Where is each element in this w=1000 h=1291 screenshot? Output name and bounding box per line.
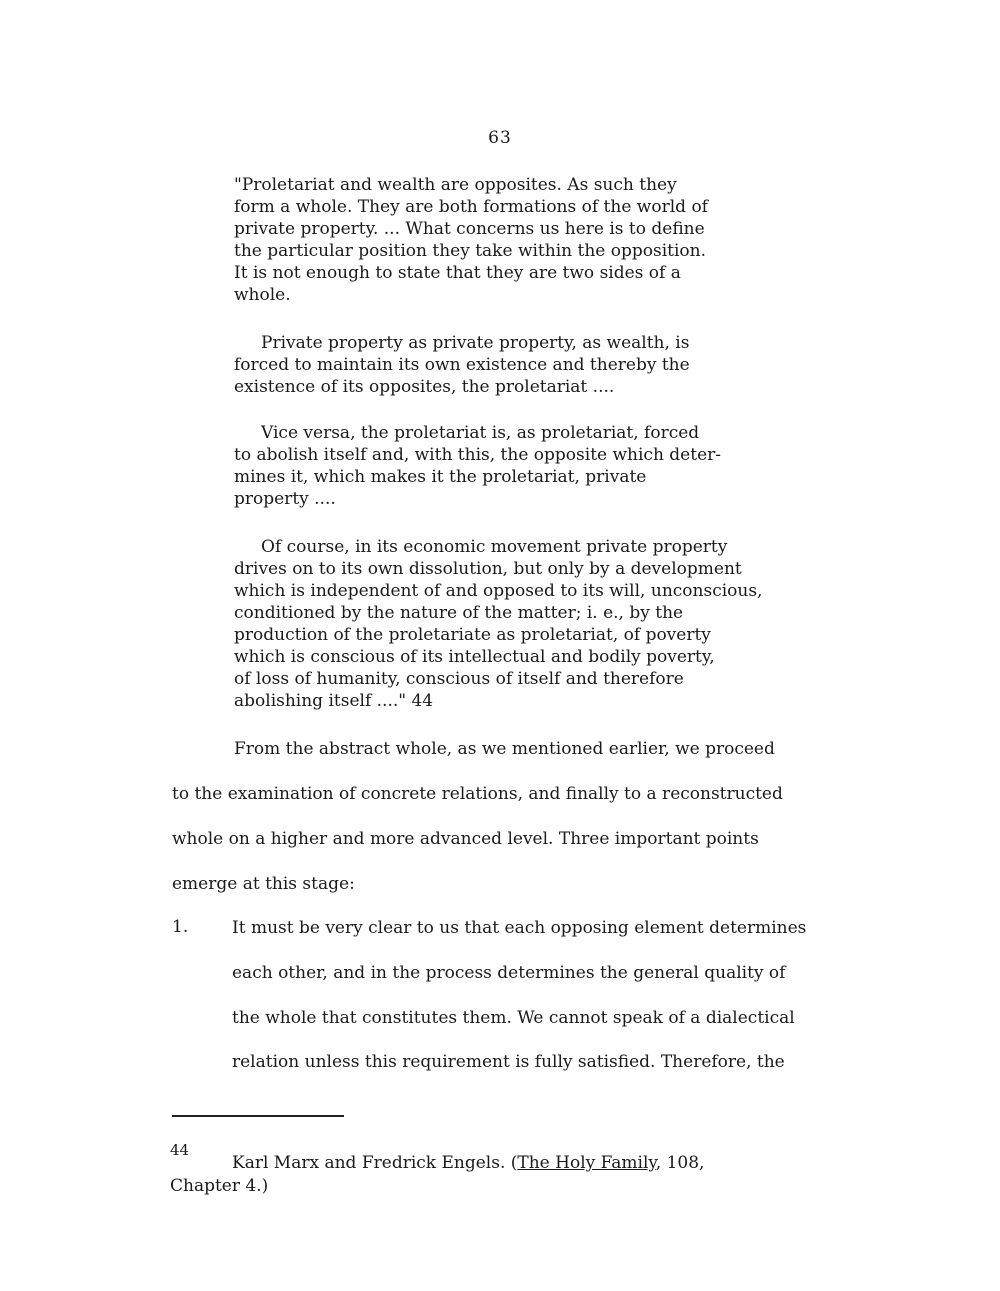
list-number: 1. (172, 917, 189, 937)
quote-line: abolishing itself ...." 44 (234, 691, 434, 711)
quote-line: conditioned by the nature of the matter; i. e., by the (234, 603, 684, 623)
list-item-line: It must be very clear to us that each opposing element determines (232, 918, 807, 938)
quote-line: mines it, which makes it the proletariat, private (234, 467, 647, 487)
list-item-line: each other, and in the process determines the general quality of (232, 963, 786, 983)
footnote-line-2: Chapter 4.) (170, 1176, 269, 1196)
body-line: to the examination of concrete relations, and finally to a reconstructed (172, 784, 783, 804)
list-item-line: the whole that constitutes them. We cannot speak of a dialectical (232, 1008, 795, 1028)
footnote-line-1 (232, 1153, 704, 1173)
quote-line: existence of its opposites, the proletariat .... (234, 377, 615, 397)
quote-line: whole. (234, 285, 291, 305)
quote-line: production of the proletariate as proletariat, of poverty (234, 625, 711, 645)
body-line: emerge at this stage: (172, 874, 355, 894)
footnote-divider (172, 1115, 344, 1117)
quote-line: "Proletariat and wealth are opposites. As such they (234, 175, 677, 195)
list-item-line: relation unless this requirement is fully satisfied. Therefore, the (232, 1052, 785, 1072)
quote-line: It is not enough to state that they are two sides of a (234, 263, 681, 283)
quote-line: to abolish itself and, with this, the opposite which deter- (234, 445, 722, 465)
quote-line: Private property as private property, as wealth, is (234, 333, 690, 353)
quote-line: which is independent of and opposed to its will, unconscious, (234, 581, 763, 601)
quote-paragraph-2 (234, 332, 874, 398)
quote-line: form a whole. They are both formations of the world of (234, 197, 708, 217)
quote-line: Vice versa, the proletariat is, as proletariat, forced (234, 423, 700, 443)
body-line: whole on a higher and more advanced level. Three important points (172, 829, 759, 849)
quote-line: private property. ... What concerns us here is to define (234, 219, 705, 239)
quote-line: which is conscious of its intellectual and bodily poverty, (234, 647, 715, 667)
quote-line: property .... (234, 489, 336, 509)
quote-line: Of course, in its economic movement private property (234, 537, 728, 557)
quote-line: of loss of humanity, conscious of itself and therefore (234, 669, 684, 689)
quote-line: the particular position they take within the opposition. (234, 241, 706, 261)
footnote-reference: , 108, (655, 1153, 705, 1173)
footnote-title: The Holy Family (517, 1153, 656, 1173)
quote-line: drives on to its own dissolution, but only by a development (234, 559, 742, 579)
quote-paragraph-3 (234, 422, 874, 510)
page-number: 63 (488, 128, 512, 148)
footnote-marker: 44 (170, 1141, 190, 1159)
body-line: From the abstract whole, as we mentioned earlier, we proceed (234, 739, 775, 759)
quote-paragraph-1 (234, 174, 874, 306)
footnote-authors: Karl Marx and Fredrick Engels. ( (232, 1153, 518, 1173)
quote-line: forced to maintain its own existence and thereby the (234, 355, 690, 375)
quote-paragraph-4 (234, 536, 874, 712)
